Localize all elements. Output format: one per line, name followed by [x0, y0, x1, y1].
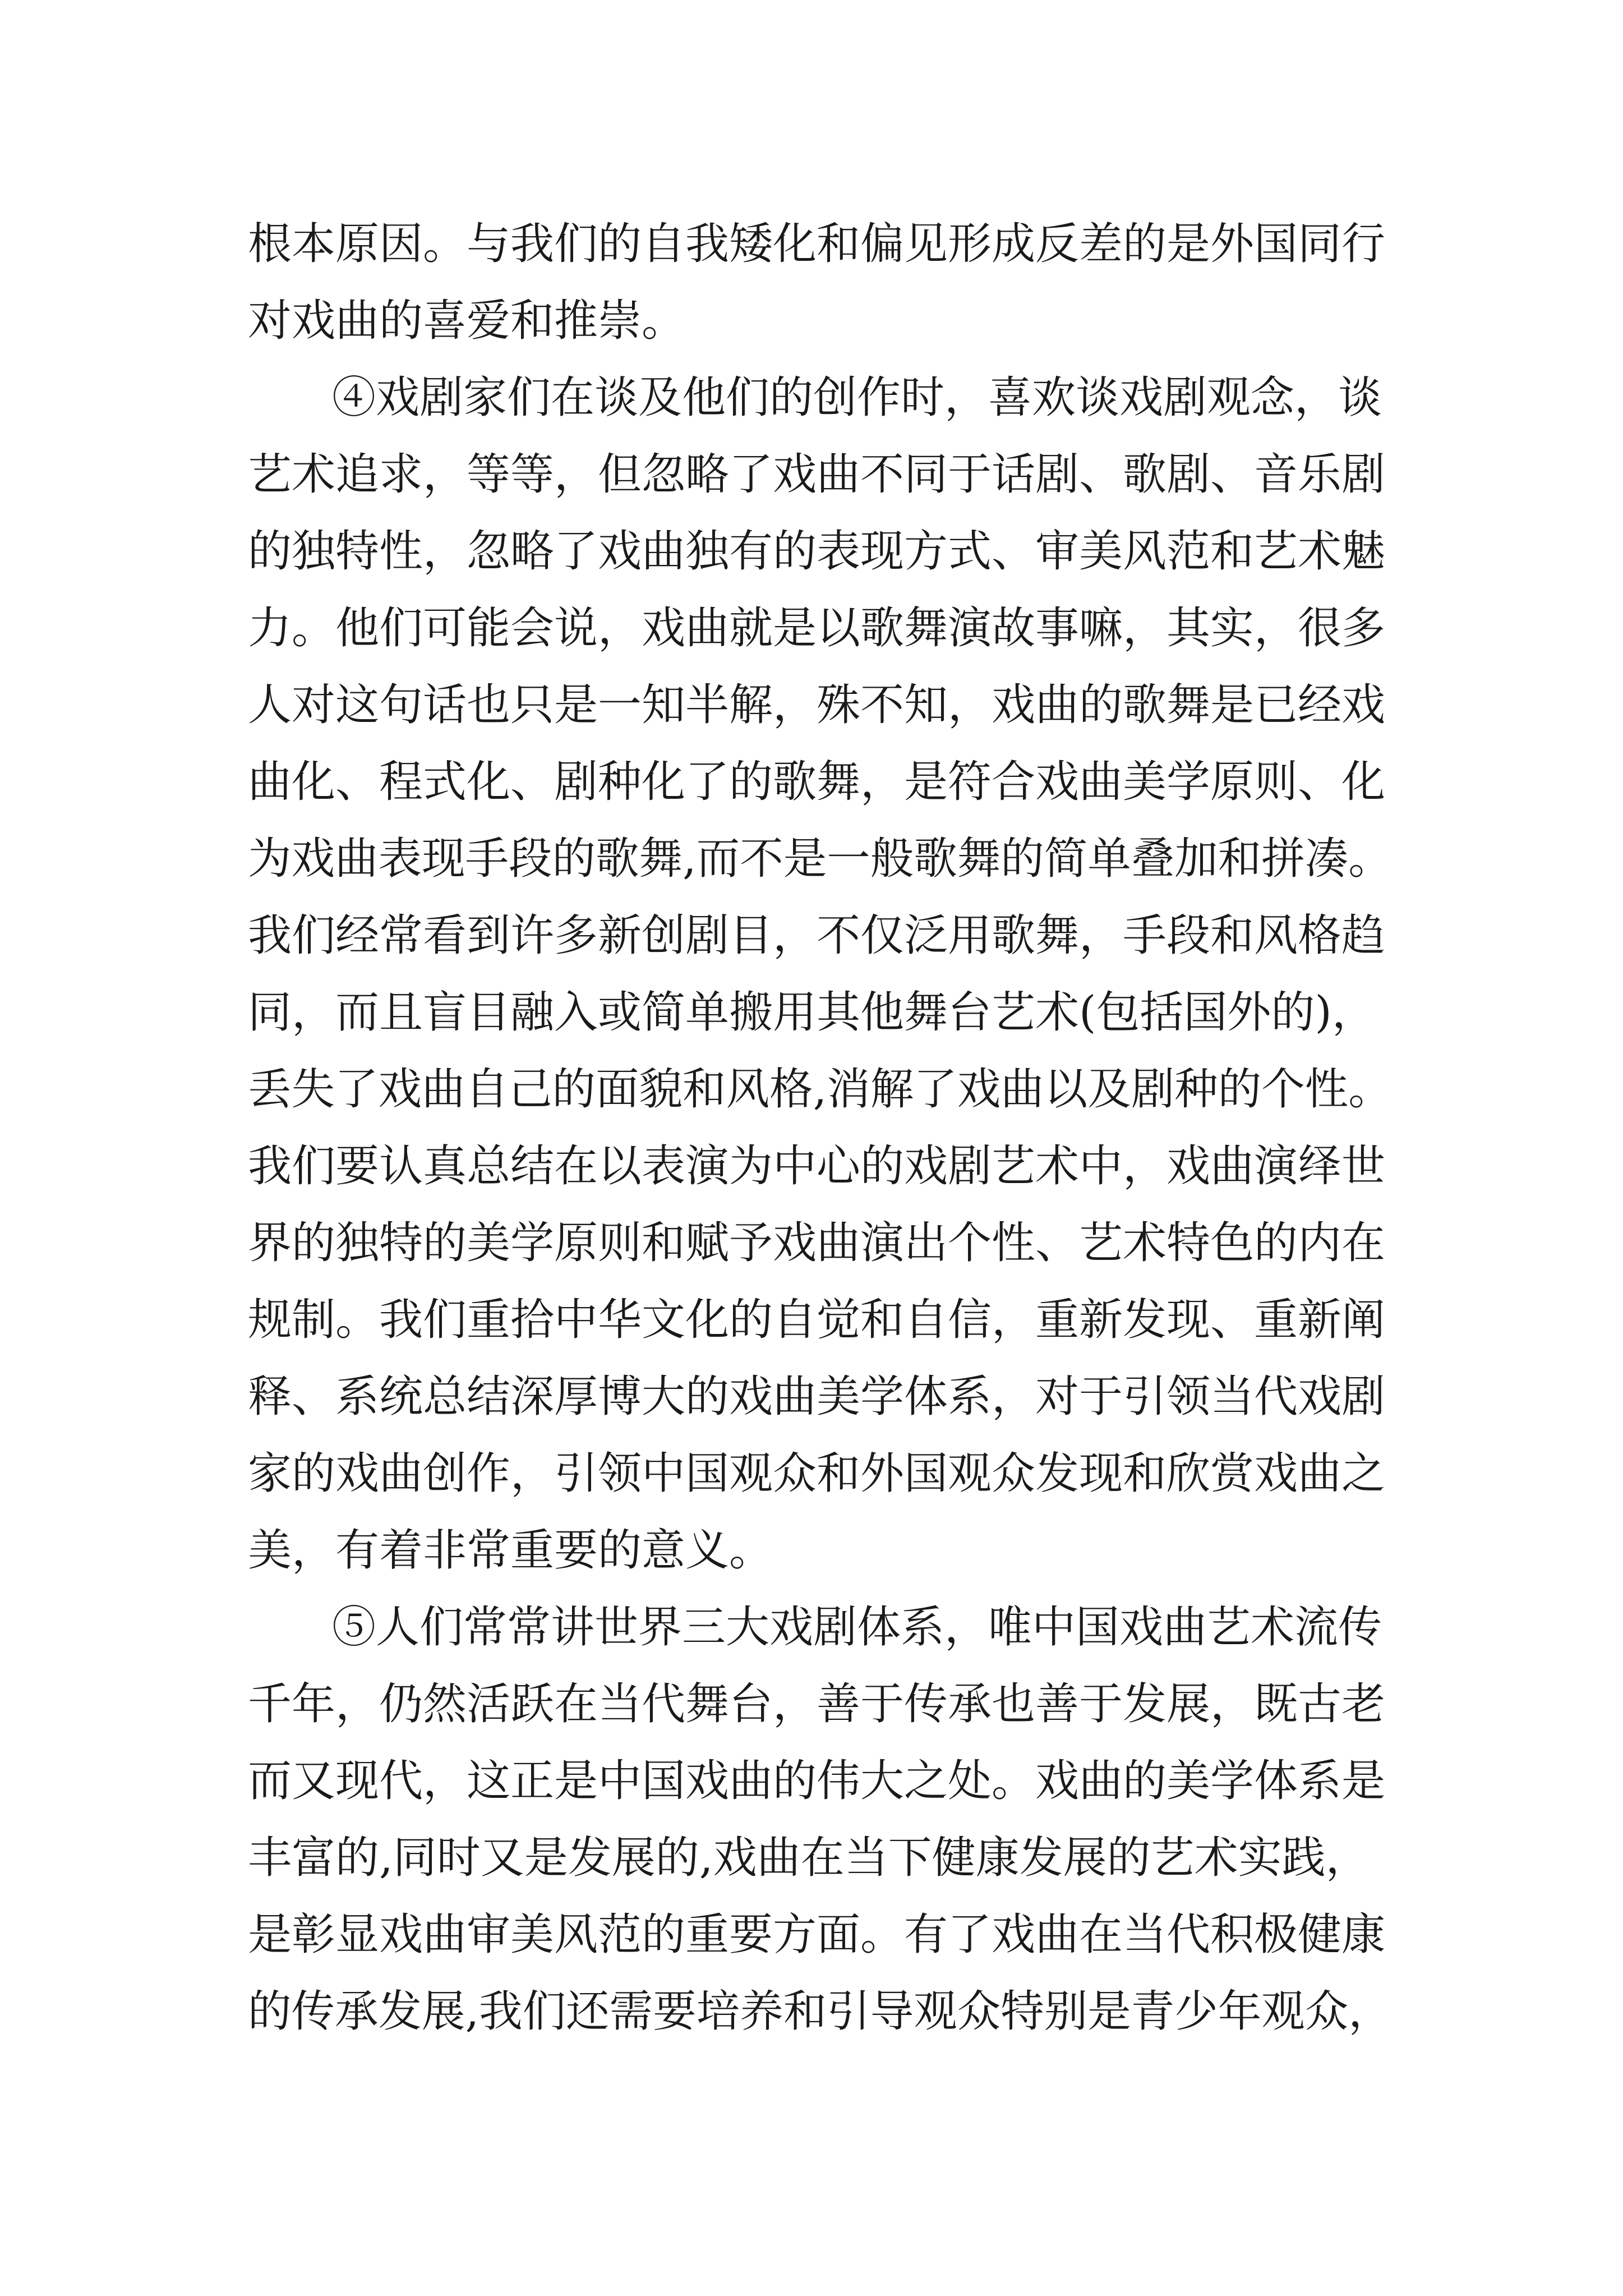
- text-line: 为戏曲表现手段的歌舞,而不是一般歌舞的简单叠加和拼凑。: [248, 834, 1392, 884]
- text-line: 我们要认真总结在以表演为中心的戏剧艺术中，戏曲演绎世: [248, 1141, 1386, 1191]
- text-line: 丢失了戏曲自己的面貌和风格,消解了戏曲以及剧种的个性。: [248, 1064, 1392, 1115]
- text-line: 我们经常看到许多新创剧目，不仅泛用歌舞，手段和风格趋: [248, 910, 1386, 961]
- text-line: 是彰显戏曲审美风范的重要方面。有了戏曲在当代积极健康: [248, 1910, 1386, 1960]
- text-line: 丰富的,同时又是发展的,戏曲在当下健康发展的艺术实践，: [248, 1833, 1370, 1883]
- text-line: 的独特性，忽略了戏曲独有的表现方式、审美风范和艺术魅: [248, 526, 1386, 577]
- paragraph-5-start: ⑤人们常常讲世界三大戏剧体系，唯中国戏曲艺术流传: [332, 1602, 1382, 1653]
- text-line: 曲化、程式化、剧种化了的歌舞，是符合戏曲美学原则、化: [248, 757, 1386, 807]
- text-line: 对戏曲的喜爱和推崇。: [248, 296, 686, 346]
- text-line: 的传承发展,我们还需要培养和引导观众特别是青少年观众，: [248, 1986, 1392, 2037]
- text-line: 艺术追求，等等，但忽略了戏曲不同于话剧、歌剧、音乐剧: [248, 449, 1386, 500]
- text-line: 规制。我们重拾中华文化的自觉和自信，重新发现、重新阐: [248, 1295, 1386, 1345]
- text-line: 美，有着非常重要的意义。: [248, 1525, 773, 1576]
- text-line: 界的独特的美学原则和赋予戏曲演出个性、艺术特色的内在: [248, 1218, 1386, 1268]
- text-line: 人对这句话也只是一知半解，殊不知，戏曲的歌舞是已经戏: [248, 680, 1386, 730]
- text-line: 千年，仍然活跃在当代舞台，善于传承也善于发展，既古老: [248, 1679, 1386, 1729]
- paragraph-4-start: ④戏剧家们在谈及他们的创作时，喜欢谈戏剧观念，谈: [332, 372, 1382, 423]
- text-line: 而又现代，这正是中国戏曲的伟大之处。戏曲的美学体系是: [248, 1756, 1386, 1806]
- text-line: 家的戏曲创作，引领中国观众和外国观众发现和欣赏戏曲之: [248, 1448, 1386, 1499]
- text-line: 力。他们可能会说，戏曲就是以歌舞演故事嘛，其实，很多: [248, 603, 1386, 654]
- text-line: 同，而且盲目融入或简单搬用其他舞台艺术(包括国外的)，: [248, 987, 1376, 1038]
- text-line: 释、系统总结深厚博大的戏曲美学体系，对于引领当代戏剧: [248, 1372, 1386, 1422]
- text-line: 根本原因。与我们的自我矮化和偏见形成反差的是外国同行: [248, 219, 1386, 269]
